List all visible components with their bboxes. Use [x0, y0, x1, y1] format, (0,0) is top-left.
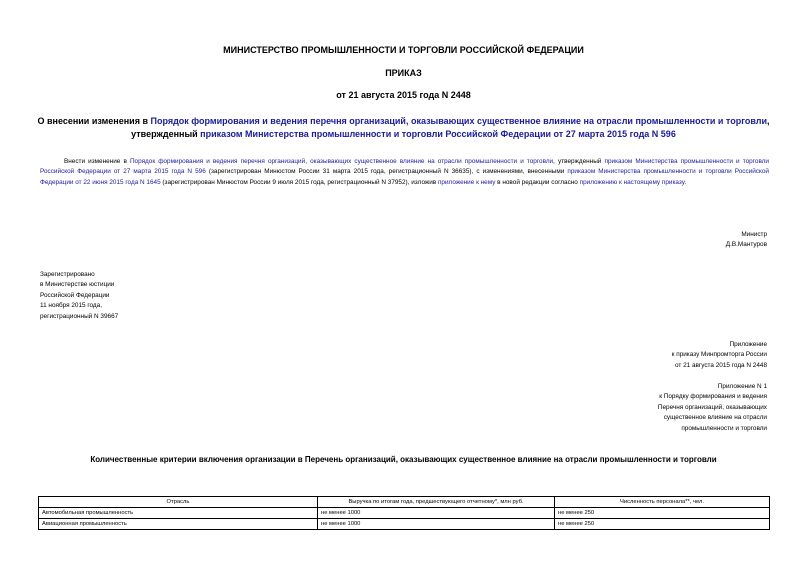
p1-end: . — [684, 178, 687, 186]
p1-link-appendix[interactable]: приложение к нему — [437, 178, 496, 186]
p1-mid1: , утвержденный — [553, 158, 605, 165]
table-row — [39, 508, 770, 519]
appendix-n1-line: Приложение N 1 — [717, 383, 767, 390]
p1-link-order-596[interactable]: приказом Министерства промышленности и торговли Российской Федерации от 27 марта 2015 года N 596 — [40, 158, 769, 176]
signature-name: Д.В.Мантуров — [725, 241, 767, 249]
signature — [726, 230, 767, 251]
appendix-n1-line: промышленности и торговли — [681, 424, 767, 432]
appendix-n1-line: к Порядку формирования и ведения — [659, 393, 767, 401]
doc-date-number: от 21 августа 2015 года N 2448 — [336, 90, 471, 100]
registration-line: Зарегистрировано — [40, 271, 95, 278]
p1-lead: Внести изменение в — [64, 158, 130, 165]
subtitle-lead: О внесении изменения в — [37, 116, 151, 126]
cell-staff: не менее 250 — [555, 519, 770, 530]
column-header-staff: Численность персонала**, чел. — [555, 497, 770, 508]
criteria-table — [38, 496, 770, 530]
appendix-header — [672, 340, 767, 371]
appendix-n1-line: Перечня организаций, оказывающих — [657, 403, 767, 411]
body-paragraph — [40, 157, 769, 188]
column-header-industry: Отрасль — [39, 497, 318, 508]
cell-industry: Авиационная промышленность — [39, 519, 318, 530]
registration-note — [40, 270, 118, 322]
p1-mid2: (зарегистрирован Минюстом России 31 марта 2015 года, регистрационный N 36635), с изменениями, внесенными — [205, 168, 568, 176]
appendix-line: от 21 августа 2015 года N 2448 — [674, 361, 767, 369]
registration-line: в Министерстве юстиции — [40, 281, 115, 289]
cell-revenue: не менее 1000 — [318, 519, 555, 530]
p1-link-order-1645[interactable]: приказом Министерства промышленности и торговли Российской Федерации от 22 июня 2015 года N 1645 — [40, 168, 769, 186]
p1-link-procedure[interactable]: Порядок формирования и ведения перечня организаций, оказывающих существенное влияние на отрасли промышленности и торговли — [129, 158, 554, 165]
appendix-line: Приложение — [729, 341, 767, 348]
appendix-n1-line: существенное влияние на отрасли — [663, 414, 767, 422]
subtitle-middle: , утвержденный — [131, 116, 770, 139]
registration-line: 11 ноября 2015 года, — [40, 302, 102, 310]
appendix-line: к приказу Минпромторга России — [671, 351, 767, 359]
table-row — [39, 519, 770, 530]
subtitle-link-procedure[interactable]: Порядок формирования и ведения перечня организаций, оказывающих существенное влияние на отрасли промышленности и торговли — [150, 116, 768, 126]
p1-mid4: в новой редакции согласно — [495, 178, 580, 186]
doc-type: ПРИКАЗ — [385, 68, 422, 78]
cell-industry: Автомобильная промышленность — [39, 508, 318, 519]
p1-mid3: (зарегистрирован Минюстом России 9 июля 2015 года, регистрационный N 37952), изложив — [160, 178, 438, 186]
registration-line: регистрационный N 39667 — [40, 312, 119, 320]
subtitle-link-order-596[interactable]: приказом Министерства промышленности и торговли Российской Федерации от 27 марта 2015 года N 596 — [200, 129, 676, 139]
ministry-title: МИНИСТЕРСТВО ПРОМЫШЛЕННОСТИ И ТОРГОВЛИ РОССИЙСКОЙ ФЕДЕРАЦИИ — [223, 45, 584, 55]
signature-position: Министр — [741, 231, 767, 238]
doc-subtitle — [30, 115, 777, 141]
cell-staff: не менее 250 — [555, 508, 770, 519]
table-header-row — [39, 497, 770, 508]
appendix-n1-header — [658, 382, 767, 434]
p1-link-this-order-appendix[interactable]: приложению к настоящему приказу — [579, 178, 685, 186]
registration-line: Российской Федерации — [40, 291, 110, 299]
cell-revenue: не менее 1000 — [318, 508, 555, 519]
column-header-revenue: Выручка по итогам года, предшествующего отчетному*, млн руб. — [318, 497, 555, 508]
criteria-title: Количественные критерии включения организации в Перечень организаций, оказывающих существенное влияние на отрасли промышленности и торговли — [90, 455, 717, 464]
